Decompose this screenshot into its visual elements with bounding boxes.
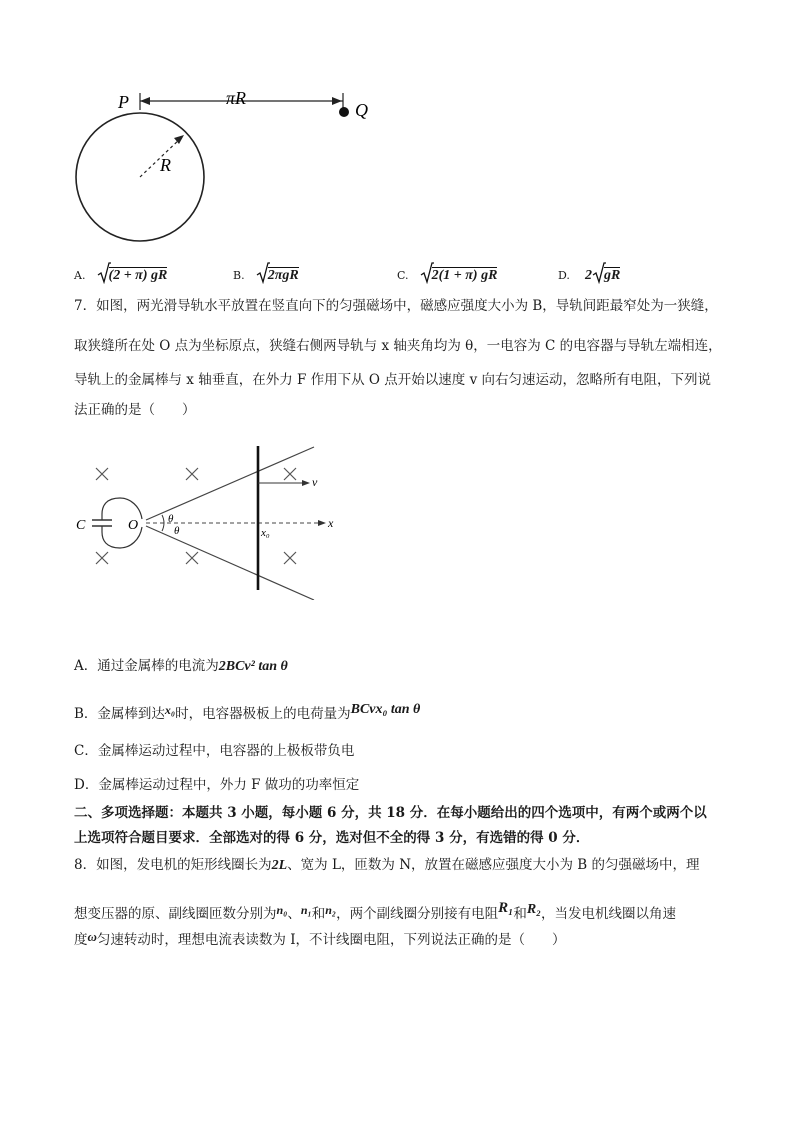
q7-line-1: 7．如图，两光滑导轨水平放置在竖直向下的匀强磁场中，磁感应强度大小为 B，导轨间距最窄处为一狭缝，: [74, 298, 718, 314]
q8-line-3: 度ω匀速转动时，理想电流表读数为 I，不计线圈电阻，下列说法正确的是（ ）: [74, 929, 566, 948]
x-axis-arrow-head: [318, 520, 326, 526]
label-r: R: [160, 155, 171, 175]
q7-line-4: 法正确的是（ ）: [74, 402, 196, 418]
q7-option-a[interactable]: A．通过金属棒的电流为2BCv² tan θ: [74, 658, 288, 674]
angle-arc-upper: [162, 515, 164, 523]
section-2-heading-line-1: 二、多项选择题：本题共 3 小题，每小题 6 分，共 18 分．在每小题给出的四个选项中，有两个或两个以: [74, 805, 707, 821]
q7-line-3: 导轨上的金属棒与 x 轴垂直，在外力 F 作用下从 O 点开始以速度 v 向右匀速运动，忽略所有电阻，下列说: [74, 372, 712, 388]
q8-line-2: 想变压器的原、副线圈匝数分别为n₀、n₁和n₂，两个副线圈分别接有电阻R₁和R₂，当发电机线圈以角速: [74, 900, 677, 922]
q6-option-a[interactable]: A. (2 + π) gR: [74, 262, 167, 284]
q6-option-d[interactable]: D. 2 gR: [558, 262, 620, 284]
figure-q6-circle-diagram: [60, 80, 390, 270]
field-crosses: [96, 468, 296, 564]
label-theta-upper: θ: [168, 513, 174, 525]
q7-option-d[interactable]: D．金属棒运动过程中，外力 F 做功的功率恒定: [74, 777, 360, 793]
label-x: x: [328, 516, 334, 530]
lower-rail: [146, 526, 314, 600]
point-q: [339, 107, 349, 117]
label-x0: x₀: [261, 527, 270, 539]
label-o: O: [128, 518, 139, 533]
q8-line-1: 8．如图，发电机的矩形线圈长为2L、宽为 L，匝数为 N，放置在磁感应强度大小为 B 的匀强磁场中，理: [74, 857, 700, 873]
section-2-heading-line-2: 上选项符合题目要求．全部选对的得 6 分，选对但不全的得 3 分，有选错的得 0 分．: [74, 830, 590, 846]
figure-q7-rail-diagram: [70, 440, 350, 600]
angle-arc-lower: [162, 523, 164, 531]
label-q: Q: [355, 100, 368, 120]
label-pi-r: πR: [226, 88, 247, 108]
velocity-arrow-head: [302, 480, 310, 486]
q7-line-2: 取狭缝所在处 O 点为坐标原点，狭缝右侧两导轨与 x 轴夹角均为 θ，一电容为 C 的电容器与导轨左端相连，: [74, 338, 722, 354]
arrow-left-head: [140, 97, 150, 105]
q6-option-c[interactable]: C. 2(1 + π) gR: [397, 262, 497, 284]
label-theta-lower: θ: [174, 525, 180, 537]
arrow-right-head: [332, 97, 342, 105]
label-c: C: [76, 518, 86, 533]
label-p: P: [118, 92, 129, 112]
q7-option-c[interactable]: C．金属棒运动过程中，电容器的上极板带负电: [74, 743, 355, 759]
label-v: v: [312, 475, 318, 489]
q6-option-b[interactable]: B. 2πgR: [233, 262, 299, 284]
q7-option-b[interactable]: B．金属棒到达x₀时，电容器极板上的电荷量为BCvx₀ tan θ: [74, 702, 421, 722]
